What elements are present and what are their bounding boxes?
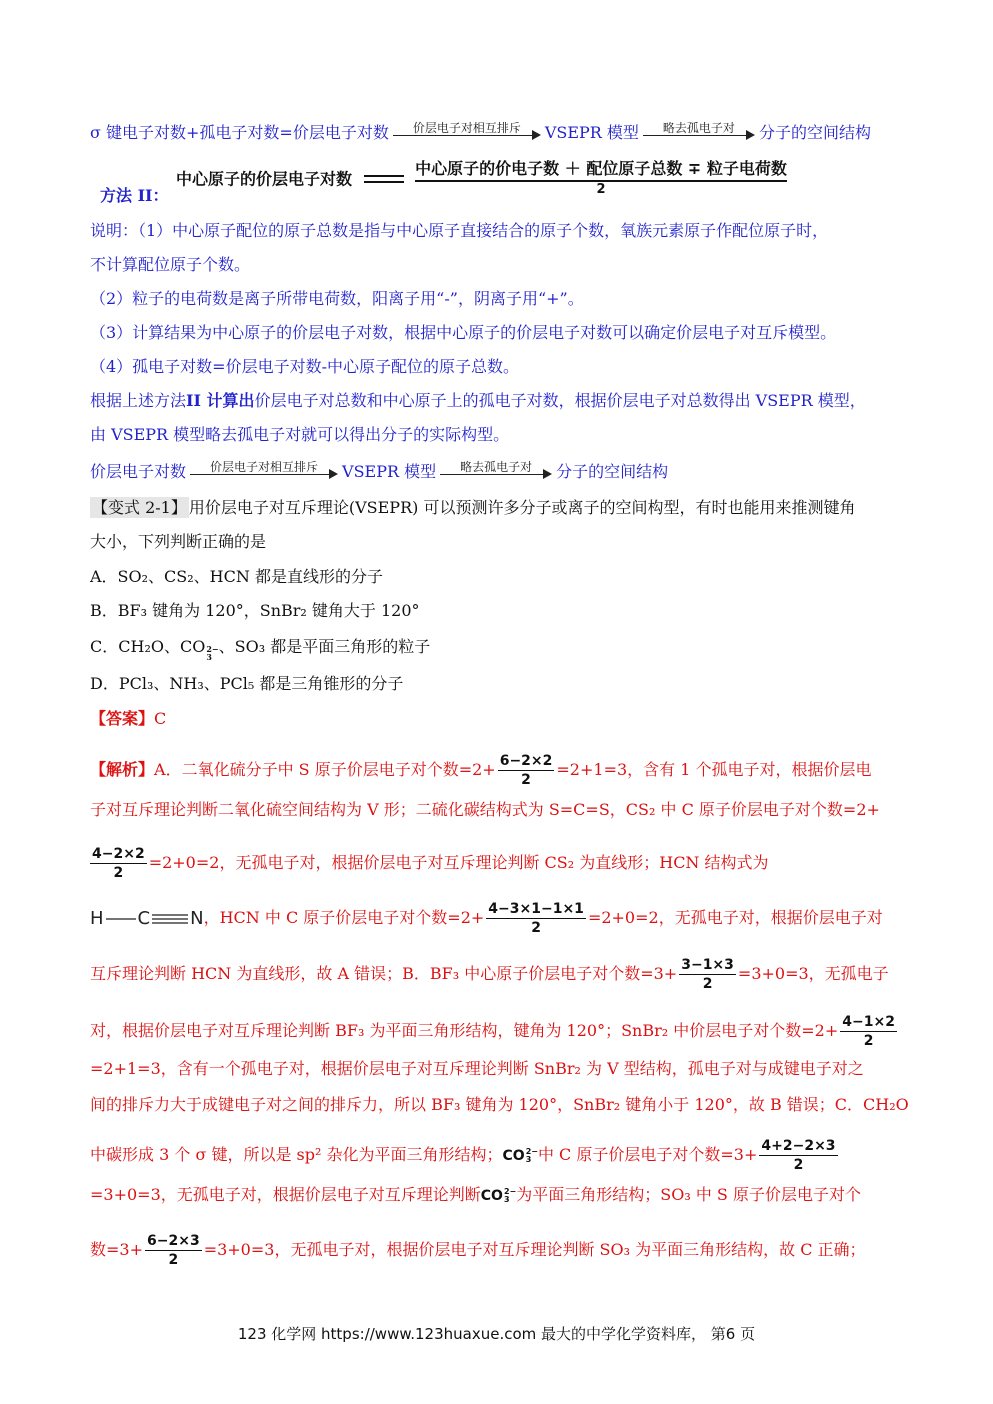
fraction-3-den: 2 <box>531 920 541 936</box>
fraction-6 <box>759 1137 837 1174</box>
carbonate-ion-formula-2 <box>481 1185 516 1207</box>
formula-fraction <box>415 158 787 198</box>
option-a: A．SO₂、CS₂、HCN 都是直线形的分子 <box>90 567 383 586</box>
analysis-line-6 <box>90 1013 899 1050</box>
intro-line2-text-a: 价层电子对数 <box>90 462 187 481</box>
option-c-text-b: 、SO₃ 都是平面三角形的粒子 <box>218 637 431 656</box>
carbonate-ion <box>205 645 218 661</box>
note-2: （2）粒子的电荷数是离子所带电荷数，阳离子用“-”，阴离子用“+”。 <box>90 289 584 308</box>
ion-base: CO <box>502 1148 525 1164</box>
reaction-arrow-2 <box>643 120 755 145</box>
analysis-line-9 <box>90 1137 840 1174</box>
hcn-h-atom: H <box>90 907 104 929</box>
analysis-l11-b: =3+0=3，无孤电子对，根据价层电子对互斥理论判断 SO₃ 为平面三角形结构，故 C 正确； <box>203 1240 866 1259</box>
question-stem-text: 用价层电子对互斥理论(VSEPR) 可以预测许多分子或离子的空间构型，有时也能用来推测键角 <box>188 498 856 517</box>
answer-line <box>90 708 166 730</box>
analysis-line-7: =2+1=3，含有一个孤电子对，根据价层电子对互斥理论判断 SnBr₂ 为 V 型结构，孤电子对与成键电子对之 <box>90 1059 864 1078</box>
fraction-1 <box>498 752 555 789</box>
analysis-l9-b: 中 C 原子价层电子对个数=3+ <box>537 1145 758 1164</box>
analysis-line-4 <box>90 900 883 937</box>
reaction-arrow-3 <box>190 459 338 484</box>
fraction-5-num: 4−1×2 <box>842 1014 895 1030</box>
question-stem-1 <box>90 497 855 519</box>
arrow-label-3: 价层电子对相互排斥 <box>210 459 319 474</box>
arrow-head-icon <box>532 130 541 140</box>
arrow-head-icon <box>543 469 552 479</box>
formula-numerator: 中心原子的价电子数 ＋ 配位原子总数 ∓ 粒子电荷数 <box>415 159 787 178</box>
single-bond-icon <box>106 913 136 925</box>
analysis-l6-a: 对，根据价层电子对互斥理论判断 BF₃ 为平面三角形结构，键角为 120°；SnBr₂ 中价层电子对个数=2+ <box>90 1021 839 1040</box>
arrow-head-icon <box>746 130 755 140</box>
page-footer: 123 化学网 https://www.123huaxue.com 最大的中学化学资料库， 第6 页 <box>237 1325 756 1343</box>
analysis-line-2: 子对互斥理论判断二氧化硫空间结构为 V 形；二硫化碳结构式为 S=C=S，CS₂ 中 C 原子价层电子对个数=2+ <box>90 800 880 819</box>
hcn-structure <box>90 908 204 930</box>
fraction-2 <box>90 845 147 882</box>
intro-line1-text-c: 分子的空间结构 <box>758 123 871 142</box>
fraction-2-den: 2 <box>113 865 124 881</box>
intro-line1-text-b: VSEPR 模型 <box>544 123 639 142</box>
ion-base-2: CO <box>480 1188 503 1204</box>
ion-charge-3: 2− <box>503 1187 517 1196</box>
ion-subscript-3: 3 <box>503 1195 510 1204</box>
ion-charge-2: 2− <box>525 1147 538 1156</box>
analysis-l9-a: 中碳形成 3 个 σ 键，所以是 sp² 杂化为平面三角形结构； <box>90 1145 503 1164</box>
intro-line2-text-b: VSEPR 模型 <box>342 462 437 481</box>
analysis-l4-b: =2+0=2，无孤电子对，根据价层电子对 <box>587 908 883 927</box>
analysis-line-11 <box>90 1232 866 1269</box>
ion-charge: 2− <box>206 644 219 654</box>
ion-subscript: 3 <box>206 652 212 662</box>
fraction-7-num: 6−2×3 <box>147 1233 200 1249</box>
analysis-label: 【解析】 <box>90 760 155 779</box>
arrow-head-icon <box>329 469 338 479</box>
formula-denominator: 2 <box>596 182 606 197</box>
summary1-text-a: 根据上述方法 <box>90 391 187 410</box>
method2-formula <box>176 158 787 198</box>
analysis-line-3 <box>88 845 769 882</box>
analysis-l5-a: 互斥理论判断 HCN 为直线形，故 A 错误；B．BF₃ 中心原子价层电子对个数=3+ <box>90 964 678 983</box>
fraction-3-num: 4−3×1−1×1 <box>488 901 584 917</box>
analysis-line-5 <box>90 956 889 993</box>
analysis-l4-a: ，HCN 中 C 原子价层电子对个数=2+ <box>203 908 485 927</box>
analysis-l1-a: A．二氧化硫分子中 S 原子价层电子对个数=2+ <box>154 760 496 779</box>
analysis-l10-a: =3+0=3，无孤电子对，根据价层电子对互斥理论判断 <box>90 1185 481 1204</box>
hcn-n-atom: N <box>190 907 204 929</box>
equals-sign <box>364 169 404 188</box>
method2-label: 方法 II： <box>100 186 169 205</box>
fraction-6-den: 2 <box>793 1157 804 1173</box>
reaction-arrow-4 <box>440 459 552 484</box>
arrow-label-4: 略去孤电子对 <box>460 459 533 474</box>
analysis-line-1 <box>90 752 872 789</box>
note-1b: 不计算配位原子个数。 <box>90 255 251 274</box>
analysis-l11-a: 数=3+ <box>90 1240 143 1259</box>
triple-bond-icon <box>152 913 188 925</box>
formula-lhs: 中心原子的价层电子对数 <box>176 169 353 189</box>
analysis-line-10 <box>90 1184 861 1207</box>
fraction-7 <box>145 1232 202 1269</box>
intro-line-2 <box>90 461 668 484</box>
fraction-4-num: 3−1×3 <box>681 957 734 973</box>
intro-line1-text-a: σ 键电子对数+孤电子对数=价层电子对数 <box>90 123 389 142</box>
fraction-7-den: 2 <box>168 1252 179 1268</box>
fraction-1-num: 6−2×2 <box>499 753 553 769</box>
arrow-label-1: 价层电子对相互排斥 <box>412 120 521 135</box>
note-1: 说明：（1）中心原子配位的原子总数是指与中心原子直接结合的原子个数，氧族元素原子作配位原子时， <box>90 221 829 240</box>
summary1-text-c: 价层电子对总数和中心原子上的孤电子对数，根据价层电子对总数得出 VSEPR 模型， <box>254 391 866 410</box>
fraction-4-den: 2 <box>702 976 713 992</box>
carbonate-ion-formula <box>503 1145 538 1167</box>
option-c <box>90 636 430 661</box>
summary1-text-b: II 计算出 <box>186 391 255 410</box>
option-b: B．BF₃ 键角为 120°，SnBr₂ 键角大于 120° <box>90 601 420 620</box>
fraction-2-num: 4−2×2 <box>92 846 145 862</box>
note-3: （3）计算结果为中心原子的价层电子对数，根据中心原子的价层电子对数可以确定价层电子对互斥模型。 <box>90 323 837 342</box>
analysis-line-8: 间的排斥力大于成键电子对之间的排斥力，所以 BF₃ 键角为 120°，SnBr₂ 键角小于 120°，故 B 错误；C．CH₂O <box>90 1095 909 1114</box>
option-d: D．PCl₃、NH₃、PCl₅ 都是三角锥形的分子 <box>90 674 404 693</box>
arrow-label-2: 略去孤电子对 <box>662 120 735 135</box>
fraction-1-den: 2 <box>521 772 531 788</box>
analysis-l10-b: 为平面三角形结构；SO₃ 中 S 原子价层电子对个 <box>516 1185 861 1204</box>
hcn-c-atom: C <box>137 907 151 929</box>
reaction-arrow-1 <box>393 120 541 145</box>
answer-value: C <box>154 709 167 728</box>
fraction-3 <box>486 900 586 937</box>
fraction-6-num: 4+2−2×3 <box>761 1138 836 1154</box>
question-tag: 【变式 2-1】 <box>92 498 187 517</box>
analysis-l1-b: =2+1=3，含有 1 个孤电子对，根据价层电 <box>556 760 872 779</box>
ion-subscript-2: 3 <box>525 1155 532 1164</box>
intro-line2-text-c: 分子的空间结构 <box>556 462 669 481</box>
answer-label: 【答案】 <box>90 709 155 728</box>
summary-line-1 <box>90 390 866 412</box>
intro-line-1 <box>90 122 871 145</box>
note-4: （4）孤电子对数=价层电子对数-中心原子配位的原子总数。 <box>90 357 519 376</box>
option-c-text-a: C．CH₂O、CO <box>90 637 206 656</box>
fraction-5-den: 2 <box>863 1033 874 1049</box>
analysis-l3: =2+0=2，无孤电子对，根据价层电子对互斥理论判断 CS₂ 为直线形；HCN 结构式为 <box>148 853 769 872</box>
analysis-l5-b: =3+0=3，无孤电子 <box>737 964 889 983</box>
fraction-4 <box>679 956 736 993</box>
question-stem-2: 大小，下列判断正确的是 <box>90 532 267 551</box>
fraction-5 <box>840 1013 897 1050</box>
summary-line-2: 由 VSEPR 模型略去孤电子对就可以得出分子的实际构型。 <box>90 425 510 444</box>
